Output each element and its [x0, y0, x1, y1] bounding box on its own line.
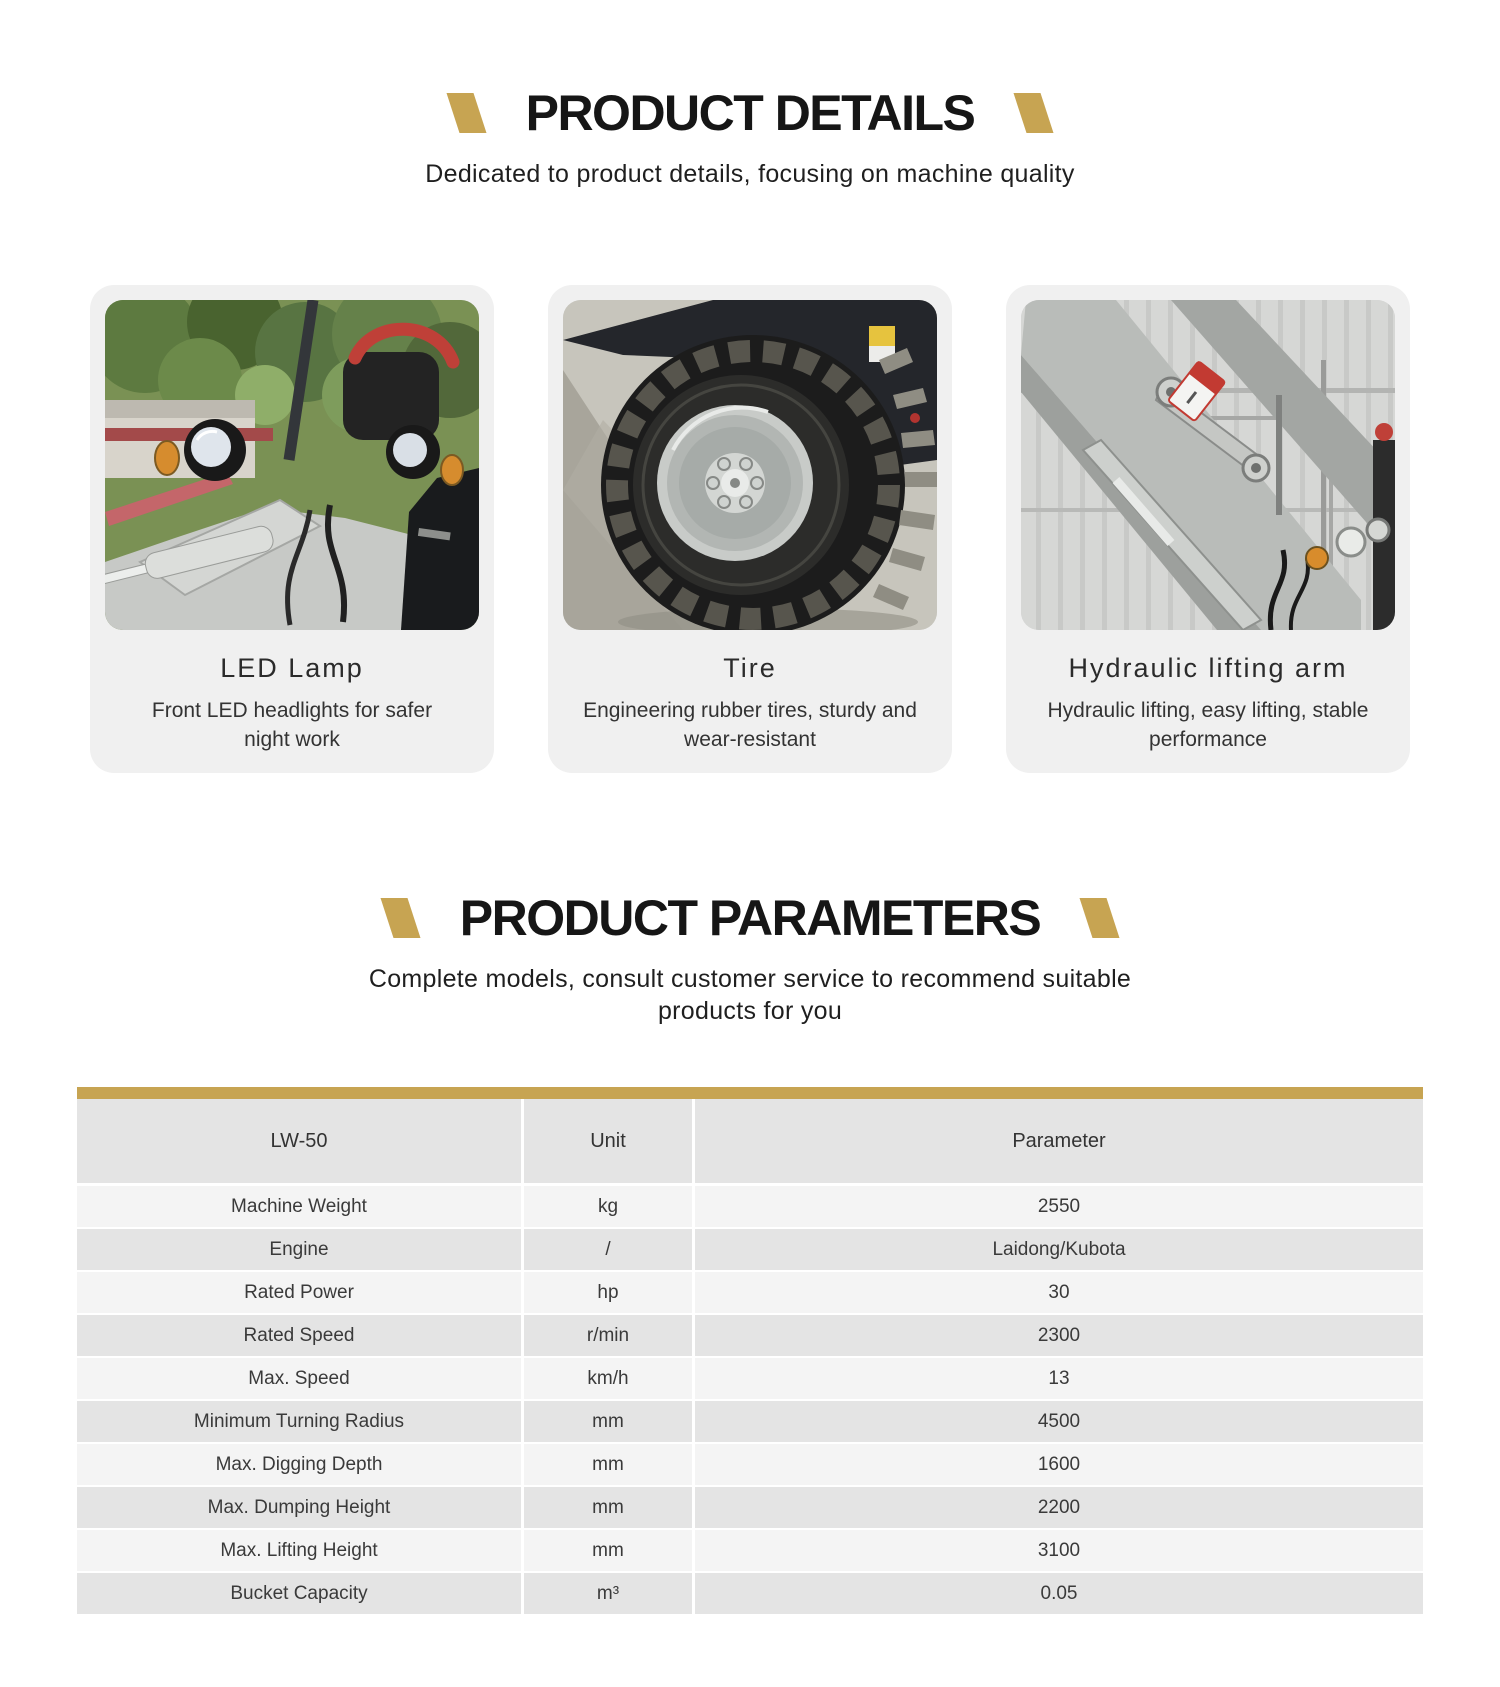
header-cell-unit: Unit [524, 1099, 692, 1183]
row-unit-cell: mm [524, 1487, 692, 1528]
row-label-cell: Rated Speed [77, 1315, 521, 1356]
header-cell-model: LW-50 [77, 1099, 521, 1183]
details-section-title: PRODUCT DETAILS [525, 85, 975, 141]
table-row [77, 1573, 1423, 1614]
gold-slash-icon [1014, 93, 1054, 133]
row-label-cell: Machine Weight [77, 1186, 521, 1227]
parameters-section-title: PRODUCT PARAMETERS [459, 890, 1041, 946]
tire-photo [563, 300, 937, 630]
card-title: Hydraulic lifting arm [1068, 653, 1348, 683]
feature-card-hydraulic-arm [1006, 285, 1410, 773]
row-unit-cell: hp [524, 1272, 692, 1313]
row-value-cell: 2200 [695, 1487, 1423, 1528]
feature-card-led-lamp [90, 285, 494, 773]
gold-slash-icon [1080, 898, 1120, 938]
card-title: LED Lamp [220, 653, 364, 683]
row-unit-cell: mm [524, 1401, 692, 1442]
table-row [77, 1401, 1423, 1442]
gold-slash-icon [380, 898, 420, 938]
row-value-cell: 4500 [695, 1401, 1423, 1442]
row-unit-cell: kg [524, 1186, 692, 1227]
details-section-subtitle: Dedicated to product details, focusing on machine quality [425, 160, 1075, 188]
row-value-cell: 0.05 [695, 1573, 1423, 1614]
parameters-heading-row [0, 890, 1500, 946]
table-body [77, 1186, 1423, 1614]
row-label-cell: Rated Power [77, 1272, 521, 1313]
table-row [77, 1272, 1423, 1313]
row-label-cell: Max. Speed [77, 1358, 521, 1399]
table-row [77, 1358, 1423, 1399]
row-label-cell: Engine [77, 1229, 521, 1270]
feature-card-tire [548, 285, 952, 773]
row-unit-cell: mm [524, 1530, 692, 1571]
parameters-table [77, 1087, 1423, 1614]
row-value-cell: Laidong/Kubota [695, 1229, 1423, 1270]
row-unit-cell: / [524, 1229, 692, 1270]
table-row [77, 1315, 1423, 1356]
table-row [77, 1487, 1423, 1528]
table-row [77, 1444, 1423, 1485]
parameters-section-subtitle: Complete models, consult customer service to recommend suitable products for you [368, 965, 1132, 1025]
card-description: Engineering rubber tires, sturdy and wear-resistant [583, 699, 917, 752]
row-value-cell: 1600 [695, 1444, 1423, 1485]
row-label-cell: Minimum Turning Radius [77, 1401, 521, 1442]
table-row [77, 1229, 1423, 1270]
row-label-cell: Max. Lifting Height [77, 1530, 521, 1571]
row-label-cell: Bucket Capacity [77, 1573, 521, 1614]
row-value-cell: 2550 [695, 1186, 1423, 1227]
table-row [77, 1530, 1423, 1571]
header-cell-parameter: Parameter [695, 1099, 1423, 1183]
hydraulic-lifting-arm-photo [1021, 300, 1395, 630]
card-description: Hydraulic lifting, easy lifting, stable performance [1047, 699, 1369, 752]
details-heading-row [0, 0, 1500, 141]
table-gold-accent-bar [77, 1087, 1423, 1099]
row-value-cell: 3100 [695, 1530, 1423, 1571]
row-label-cell: Max. Digging Depth [77, 1444, 521, 1485]
row-label-cell: Max. Dumping Height [77, 1487, 521, 1528]
card-title: Tire [723, 653, 777, 683]
table-header-row [77, 1099, 1423, 1183]
row-unit-cell: km/h [524, 1358, 692, 1399]
led-lamp-photo [105, 300, 479, 630]
card-description: Front LED headlights for safer night work [151, 699, 433, 752]
row-unit-cell: mm [524, 1444, 692, 1485]
row-value-cell: 2300 [695, 1315, 1423, 1356]
row-value-cell: 30 [695, 1272, 1423, 1313]
row-value-cell: 13 [695, 1358, 1423, 1399]
row-unit-cell: m³ [524, 1573, 692, 1614]
table-row [77, 1186, 1423, 1227]
gold-slash-icon [446, 93, 486, 133]
feature-cards-row [90, 285, 1410, 773]
row-unit-cell: r/min [524, 1315, 692, 1356]
